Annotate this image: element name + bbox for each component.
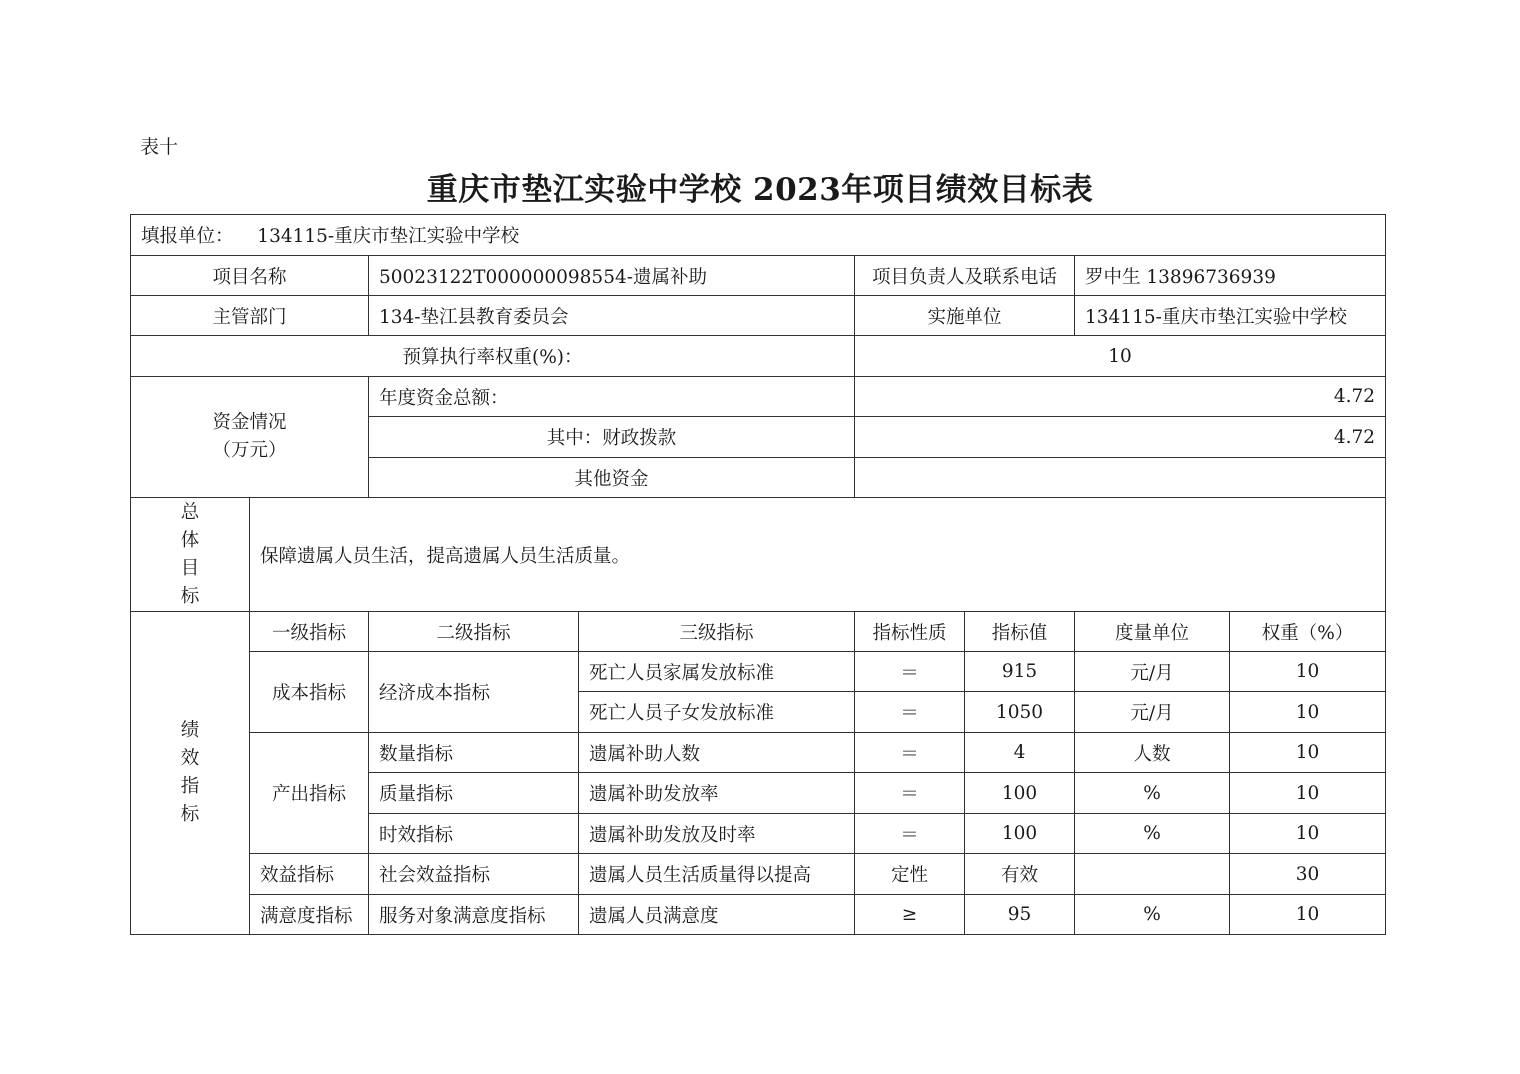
weight-cell: 10 bbox=[1230, 692, 1386, 733]
report-unit-row bbox=[131, 215, 1386, 256]
header-level3: 三级指标 bbox=[579, 612, 855, 652]
header-weight: 权重（%） bbox=[1230, 612, 1386, 652]
overall-goal-row bbox=[131, 498, 1386, 612]
level3-cell: 遗属补助人数 bbox=[579, 733, 855, 773]
overall-goal-text: 保障遗属人员生活，提高遗属人员生活质量。 bbox=[250, 498, 1386, 612]
nature-cell: ＝ bbox=[855, 652, 965, 692]
project-name-value: 50023122T000000098554-遗属补助 bbox=[369, 256, 855, 296]
level2-service-satisfaction: 服务对象满意度指标 bbox=[369, 895, 579, 935]
value-cell: 100 bbox=[965, 814, 1075, 854]
level3-cell: 遗属人员满意度 bbox=[579, 895, 855, 935]
fiscal-value: 4.72 bbox=[855, 417, 1386, 458]
level1-satisfaction: 满意度指标 bbox=[250, 895, 369, 935]
value-cell: 4 bbox=[965, 733, 1075, 773]
value-cell: 有效 bbox=[965, 854, 1075, 895]
project-name-row bbox=[131, 256, 1386, 296]
page-title: 重庆市垫江实验中学校 2023年项目绩效目标表 bbox=[426, 172, 1094, 208]
unit-cell bbox=[1075, 854, 1230, 895]
level3-cell: 遗属补助发放及时率 bbox=[579, 814, 855, 854]
level3-cell: 遗属人员生活质量得以提高 bbox=[579, 854, 855, 895]
funds-total-row bbox=[131, 377, 1386, 417]
level3-cell: 死亡人员家属发放标准 bbox=[579, 652, 855, 692]
weight-cell: 10 bbox=[1230, 895, 1386, 935]
indicators-char: 绩 bbox=[180, 720, 200, 741]
level3-cell: 死亡人员子女发放标准 bbox=[579, 692, 855, 733]
overall-goal-char: 总 bbox=[180, 501, 200, 523]
level2-timeliness: 时效指标 bbox=[369, 814, 579, 854]
fiscal-label: 其中：财政拨款 bbox=[369, 417, 855, 458]
nature-cell: ＝ bbox=[855, 692, 965, 733]
weight-cell: 10 bbox=[1230, 733, 1386, 773]
indicators-label bbox=[131, 612, 250, 935]
overall-goal-char: 体 bbox=[180, 529, 200, 551]
document-label: 表十 bbox=[140, 136, 179, 158]
budget-weight-label: 预算执行率权重(%)： bbox=[131, 336, 855, 377]
level1-benefit: 效益指标 bbox=[250, 854, 369, 895]
weight-cell: 10 bbox=[1230, 814, 1386, 854]
level3-cell: 遗属补助发放率 bbox=[579, 773, 855, 814]
header-level2: 二级指标 bbox=[369, 612, 579, 652]
annual-total-value: 4.72 bbox=[855, 377, 1386, 417]
unit-cell: 元/月 bbox=[1075, 692, 1230, 733]
unit-cell: % bbox=[1075, 895, 1230, 935]
annual-total-label: 年度资金总额： bbox=[369, 377, 855, 417]
header-unit: 度量单位 bbox=[1075, 612, 1230, 652]
funds-label-cell bbox=[131, 377, 369, 498]
header-level1: 一级指标 bbox=[250, 612, 369, 652]
other-funds-label: 其他资金 bbox=[369, 458, 855, 498]
nature-cell: 定性 bbox=[855, 854, 965, 895]
overall-goal-char: 目 bbox=[180, 557, 200, 579]
level1-cost: 成本指标 bbox=[250, 652, 369, 733]
value-cell: 915 bbox=[965, 652, 1075, 692]
table-row bbox=[131, 733, 1386, 773]
table-row bbox=[131, 854, 1386, 895]
report-unit-label: 填报单位： bbox=[141, 226, 234, 247]
indicators-char: 效 bbox=[180, 748, 200, 769]
nature-cell: ＝ bbox=[855, 814, 965, 854]
table-row bbox=[131, 895, 1386, 935]
implementer-value: 134115-重庆市垫江实验中学校 bbox=[1075, 296, 1386, 336]
project-manager-label: 项目负责人及联系电话 bbox=[855, 256, 1075, 296]
table-row bbox=[131, 652, 1386, 692]
header-nature: 指标性质 bbox=[855, 612, 965, 652]
implementer-label: 实施单位 bbox=[855, 296, 1075, 336]
other-funds-value bbox=[855, 458, 1386, 498]
indicators-char: 指 bbox=[180, 776, 200, 797]
level2-quantity: 数量指标 bbox=[369, 733, 579, 773]
unit-cell: 元/月 bbox=[1075, 652, 1230, 692]
unit-cell: % bbox=[1075, 814, 1230, 854]
weight-cell: 10 bbox=[1230, 652, 1386, 692]
overall-goal-label bbox=[131, 498, 250, 612]
level1-output: 产出指标 bbox=[250, 733, 369, 854]
unit-cell: 人数 bbox=[1075, 733, 1230, 773]
unit-cell: % bbox=[1075, 773, 1230, 814]
weight-cell: 30 bbox=[1230, 854, 1386, 895]
supervisor-value: 134-垫江县教育委员会 bbox=[369, 296, 855, 336]
indicator-header-row bbox=[131, 612, 1386, 652]
budget-weight-row bbox=[131, 336, 1386, 377]
value-cell: 100 bbox=[965, 773, 1075, 814]
supervisor-row bbox=[131, 296, 1386, 336]
project-manager-value: 罗中生 13896736939 bbox=[1075, 256, 1386, 296]
performance-target-table bbox=[130, 214, 1386, 935]
funds-unit: （万元） bbox=[212, 440, 287, 461]
weight-cell: 10 bbox=[1230, 773, 1386, 814]
report-unit-cell bbox=[131, 215, 1386, 256]
supervisor-label: 主管部门 bbox=[131, 296, 369, 336]
value-cell: 1050 bbox=[965, 692, 1075, 733]
overall-goal-char: 标 bbox=[180, 585, 200, 607]
funds-label: 资金情况 bbox=[212, 412, 287, 433]
nature-cell: ≥ bbox=[855, 895, 965, 935]
level2-economic-cost: 经济成本指标 bbox=[369, 652, 579, 733]
nature-cell: ＝ bbox=[855, 773, 965, 814]
level2-social-benefit: 社会效益指标 bbox=[369, 854, 579, 895]
budget-weight-value: 10 bbox=[855, 336, 1386, 377]
nature-cell: ＝ bbox=[855, 733, 965, 773]
project-name-label: 项目名称 bbox=[131, 256, 369, 296]
indicators-char: 标 bbox=[180, 804, 200, 825]
report-unit-value: 134115-重庆市垫江实验中学校 bbox=[257, 226, 520, 247]
level2-quality: 质量指标 bbox=[369, 773, 579, 814]
value-cell: 95 bbox=[965, 895, 1075, 935]
header-value: 指标值 bbox=[965, 612, 1075, 652]
